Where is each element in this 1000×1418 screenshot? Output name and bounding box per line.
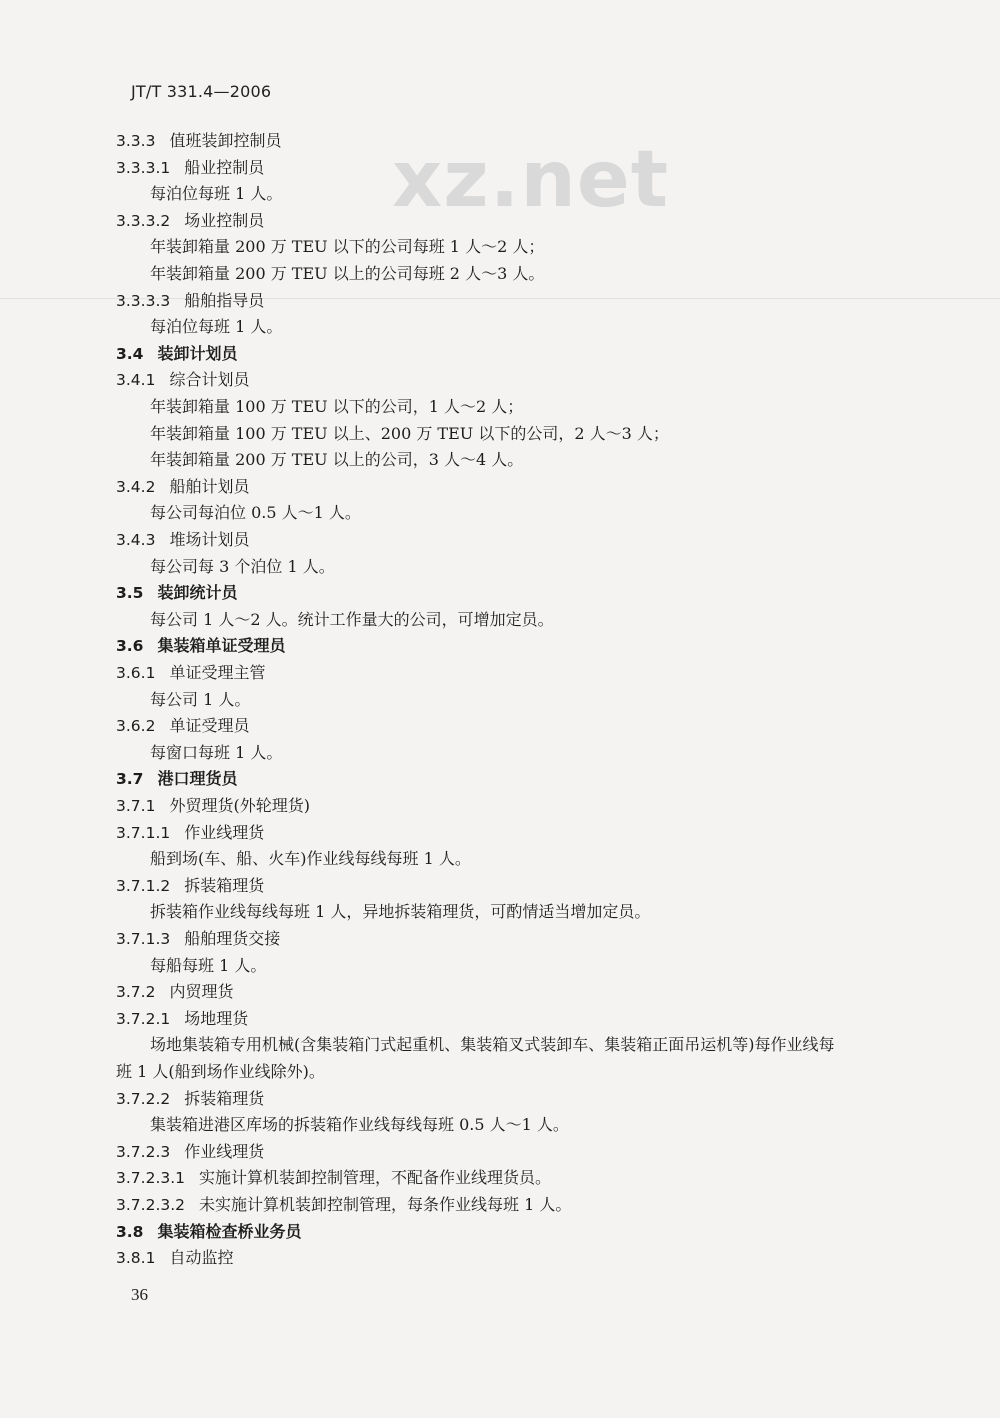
section-number: 3.7.2 (116, 983, 156, 1002)
body-text: 年装卸箱量 200 万 TEU 以下的公司每班 1 人～2 人； (150, 237, 545, 257)
section-heading (116, 344, 237, 364)
watermark-text: xz.net (392, 135, 670, 225)
section-title: 作业线理货 (184, 822, 265, 842)
section-heading (116, 370, 249, 390)
section-title: 港口理货员 (157, 769, 238, 789)
section-number: 3.6.2 (116, 717, 156, 736)
section-number: 3.7.2.3.1 (116, 1169, 186, 1188)
body-text: 拆装箱作业线每线每班 1 人，异地拆装箱理货，可酌情适当增加定员。 (150, 902, 651, 922)
section-number: 3.7.1.2 (116, 876, 171, 895)
section-title: 未实施计算机装卸控制管理，每条作业线每班 1 人。 (199, 1195, 572, 1214)
body-text: 船到场(车、船、火车)作业线每线每班 1 人。 (150, 849, 471, 869)
body-text: 年装卸箱量 100 万 TEU 以上、200 万 TEU 以下的公司，2 人～3 人； (150, 423, 669, 443)
section-title: 船舶指导员 (184, 290, 265, 310)
section-number: 3.8 (116, 1222, 144, 1241)
section-title: 自动监控 (169, 1248, 234, 1268)
section-heading (116, 769, 237, 789)
section-number: 3.4 (116, 344, 144, 363)
body-text: 年装卸箱量 100 万 TEU 以下的公司，1 人～2 人； (150, 397, 524, 416)
section-heading (116, 583, 237, 603)
section-title: 装卸计划员 (157, 343, 238, 363)
section-number: 3.3.3.1 (116, 158, 171, 177)
body-text: 场地集装箱专用机械(含集装箱门式起重机、集装箱叉式装卸车、集装箱正面吊运机等)每作业线每 (150, 1035, 835, 1055)
section-title: 综合计划员 (169, 370, 250, 390)
section-title: 外贸理货(外轮理货) (169, 796, 310, 815)
section-title: 单证受理员 (169, 716, 250, 736)
section-title: 堆场计划员 (169, 530, 250, 549)
body-text: 每公司每 3 个泊位 1 人。 (150, 556, 335, 576)
section-heading (116, 1168, 551, 1188)
section-heading (116, 663, 265, 683)
section-title: 作业线理货 (184, 1141, 265, 1161)
section-number: 3.7.2.1 (116, 1009, 171, 1028)
section-heading (116, 1089, 264, 1109)
section-heading (116, 158, 264, 178)
section-number: 3.6.1 (116, 664, 156, 682)
section-heading (116, 1222, 301, 1242)
section-heading (116, 982, 233, 1002)
section-number: 3.3.3 (116, 132, 156, 150)
section-heading (116, 876, 264, 896)
body-text: 每公司每泊位 0.5 人～1 人。 (150, 503, 361, 523)
section-title: 单证受理主管 (169, 663, 266, 682)
section-number: 3.4.3 (116, 531, 156, 549)
body-text: 每泊位每班 1 人。 (150, 184, 283, 204)
body-text: 年装卸箱量 200 万 TEU 以上的公司，3 人～4 人。 (150, 450, 524, 470)
body-text: 每窗口每班 1 人。 (150, 742, 283, 762)
section-heading (116, 1195, 571, 1215)
section-heading (116, 477, 249, 497)
body-text: 每船每班 1 人。 (150, 955, 267, 975)
section-number: 3.7.1.1 (116, 823, 171, 842)
section-heading (116, 211, 264, 231)
section-title: 集装箱检查桥业务员 (157, 1221, 302, 1241)
section-number: 3.3.3.2 (116, 211, 171, 230)
section-number: 3.7 (116, 770, 144, 789)
section-heading (116, 291, 264, 311)
section-number: 3.5 (116, 584, 144, 603)
section-title: 场业控制员 (184, 210, 265, 230)
section-title: 船业控制员 (184, 157, 265, 177)
section-title: 船舶计划员 (169, 476, 250, 496)
section-number: 3.3.3.3 (116, 291, 171, 310)
body-text: 集装箱进港区库场的拆装箱作业线每线每班 0.5 人～1 人。 (150, 1115, 569, 1135)
section-heading (116, 796, 310, 816)
body-text: 班 1 人(船到场作业线除外)。 (116, 1062, 325, 1081)
section-number: 3.4.1 (116, 371, 156, 390)
section-heading (116, 1009, 248, 1029)
section-number: 3.4.2 (116, 477, 156, 496)
section-heading (116, 929, 280, 949)
section-heading (116, 1142, 264, 1162)
section-title: 拆装箱理货 (184, 1088, 265, 1108)
section-heading (116, 823, 264, 843)
section-title: 集装箱单证受理员 (157, 636, 286, 656)
section-heading (116, 716, 249, 736)
section-number: 3.7.1 (116, 797, 156, 815)
body-text: 每公司 1 人。 (150, 689, 251, 709)
section-title: 船舶理货交接 (184, 929, 281, 948)
body-text: 每泊位每班 1 人。 (150, 317, 283, 337)
section-number: 3.8.1 (116, 1249, 156, 1268)
section-heading (116, 530, 249, 550)
section-number: 3.7.1.3 (116, 930, 171, 948)
section-title: 场地理货 (184, 1008, 249, 1028)
section-heading (116, 1248, 233, 1268)
body-text: 每公司 1 人～2 人。统计工作量大的公司，可增加定员。 (150, 609, 554, 629)
section-title: 拆装箱理货 (184, 875, 265, 895)
page-number: 36 (131, 1285, 148, 1304)
section-title: 值班装卸控制员 (169, 131, 282, 150)
section-heading (116, 131, 281, 151)
section-number: 3.7.2.3.2 (116, 1196, 186, 1214)
section-title: 实施计算机装卸控制管理，不配备作业线理货员。 (199, 1168, 552, 1188)
body-text: 年装卸箱量 200 万 TEU 以上的公司每班 2 人～3 人。 (150, 264, 545, 283)
section-title: 内贸理货 (169, 982, 234, 1002)
section-number: 3.7.2.2 (116, 1089, 171, 1108)
section-number: 3.7.2.3 (116, 1142, 171, 1161)
section-number: 3.6 (116, 637, 144, 656)
standard-code-header: JT/T 331.4—2006 (131, 82, 272, 101)
section-title: 装卸统计员 (157, 583, 238, 603)
section-heading (116, 636, 285, 656)
